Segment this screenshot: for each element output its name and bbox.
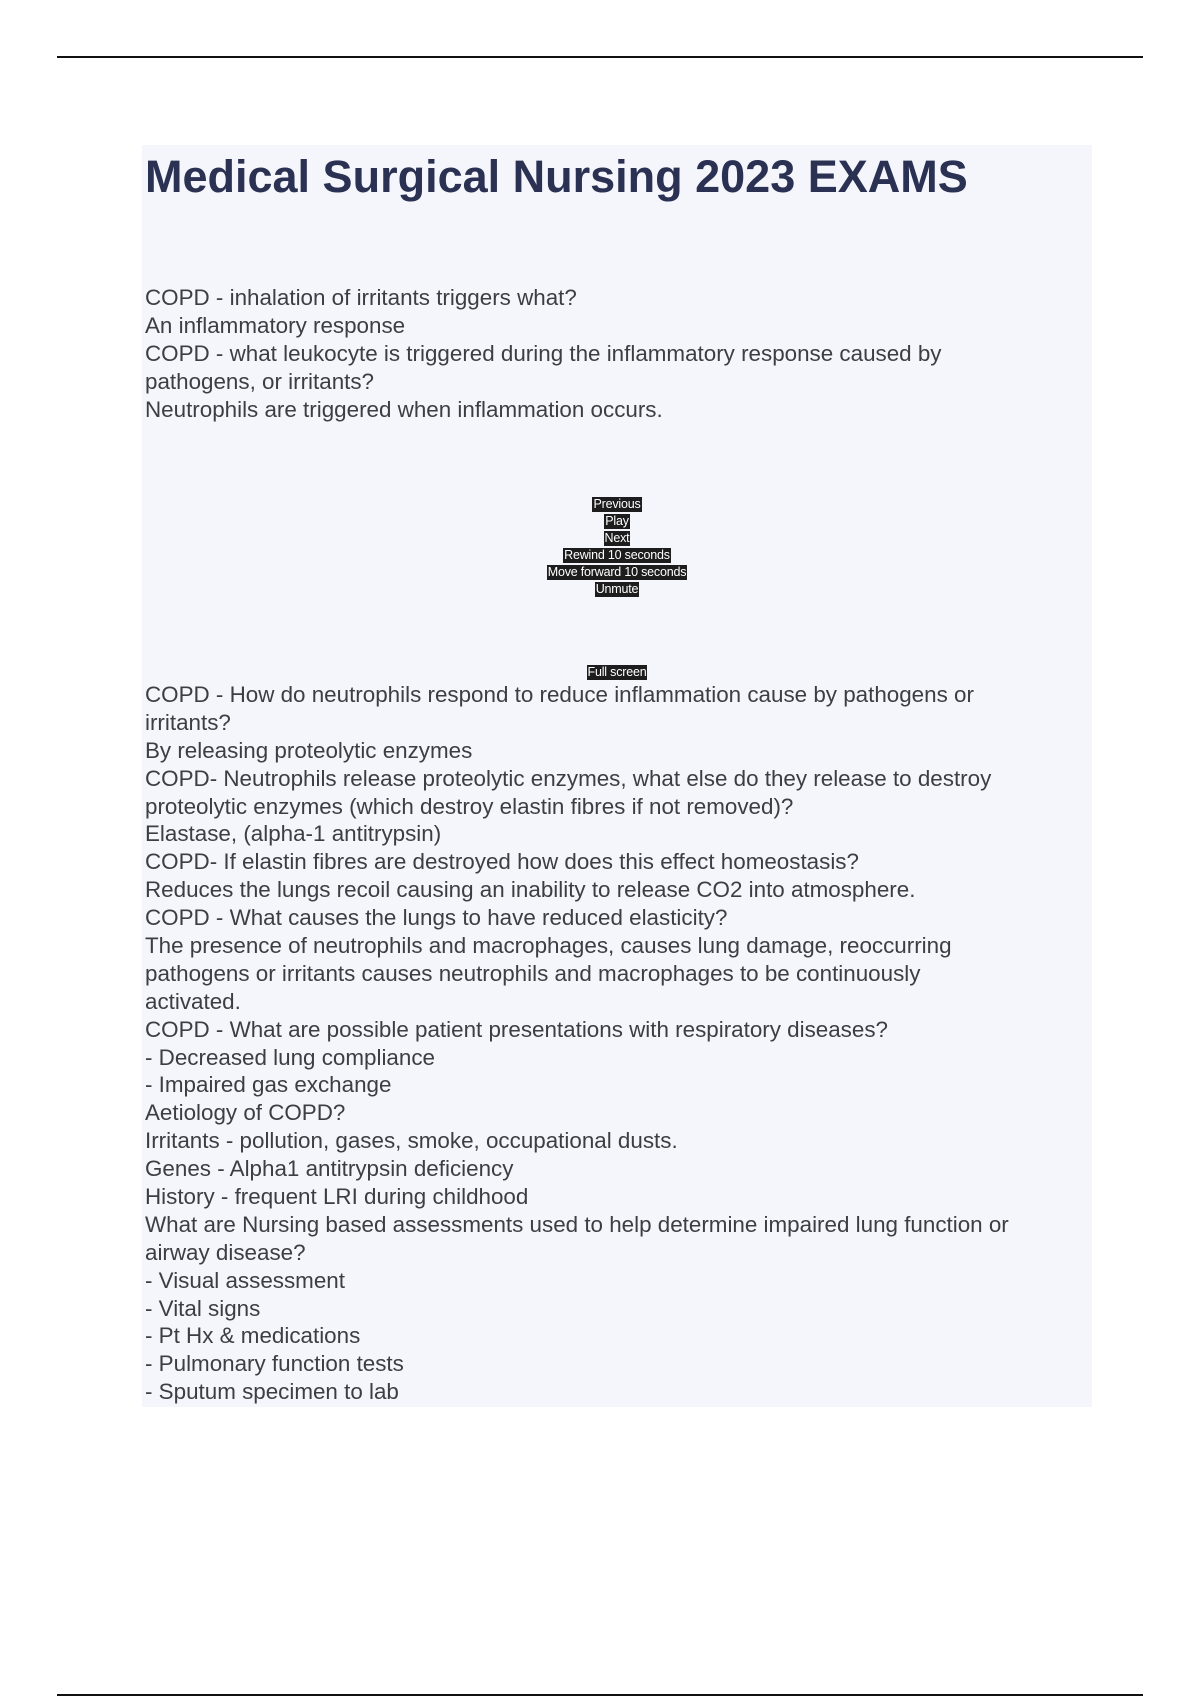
text-line: airway disease? [145,1239,306,1265]
text-line: An inflammatory response [145,312,406,338]
forward-10-seconds-button[interactable]: Move forward 10 seconds [547,565,687,579]
text-line: History - frequent LRI during childhood [145,1184,529,1210]
text-line: COPD- Neutrophils release proteolytic enzymes, what else do they release to destroy [145,765,992,791]
next-button[interactable]: Next [604,531,630,545]
document-title: Medical Surgical Nursing 2023 EXAMS [145,151,968,202]
text-line: activated. [145,988,241,1014]
embedded-media-player [442,435,792,685]
text-line: Aetiology of COPD? [145,1100,346,1126]
text-line: What are Nursing based assessments used to help determine impaired lung function or [145,1211,1009,1237]
text-line: Elastase, (alpha-1 antitrypsin) [145,821,442,847]
text-line: By releasing proteolytic enzymes [145,737,473,763]
unmute-button[interactable]: Unmute [595,582,639,596]
top-page-rule [57,56,1143,58]
text-line: Genes - Alpha1 antitrypsin deficiency [145,1156,514,1182]
text-line: COPD - What are possible patient presentations with respiratory diseases? [145,1016,888,1042]
rewind-10-seconds-button[interactable]: Rewind 10 seconds [564,548,670,562]
document-content [142,145,1092,1407]
fullscreen-button[interactable]: Full screen [587,665,647,679]
text-line: COPD- If elastin fibres are destroyed how does this effect homeostasis? [145,849,859,875]
text-line: - Pulmonary function tests [145,1351,404,1377]
text-line: COPD - inhalation of irritants triggers what? [145,285,577,310]
text-line: - Impaired gas exchange [145,1072,392,1098]
text-line: The presence of neutrophils and macrophages, causes lung damage, reoccurring [145,933,952,959]
text-line: - Decreased lung compliance [145,1044,435,1070]
text-line: - Pt Hx & medications [145,1323,361,1349]
text-line: Reduces the lungs recoil causing an inability to release CO2 into atmosphere. [145,877,916,903]
text-line: COPD - what leukocyte is triggered during the inflammatory response caused by [145,340,942,366]
text-line: - Vital signs [145,1295,261,1321]
text-line: - Visual assessment [145,1267,345,1293]
text-line: proteolytic enzymes (which destroy elastin fibres if not removed)? [145,793,794,819]
bottom-page-rule [57,1694,1143,1696]
previous-button[interactable]: Previous [593,497,641,511]
text-line: pathogens, or irritants? [145,368,375,394]
qa-block-intro [145,284,1089,423]
qa-block-main [145,681,1089,1406]
text-line: COPD - What causes the lungs to have reduced elasticity? [145,905,728,931]
text-line: irritants? [145,709,231,735]
text-line: pathogens or irritants causes neutrophils and macrophages to be continuously [145,960,921,986]
text-line: COPD - How do neutrophils respond to reduce inflammation cause by pathogens or [145,682,974,707]
text-line: Neutrophils are triggered when inflammation occurs. [145,396,663,422]
text-line: - Sputum specimen to lab [145,1379,399,1405]
text-line: Irritants - pollution, gases, smoke, occupational dusts. [145,1128,678,1154]
play-button[interactable]: Play [605,514,629,528]
